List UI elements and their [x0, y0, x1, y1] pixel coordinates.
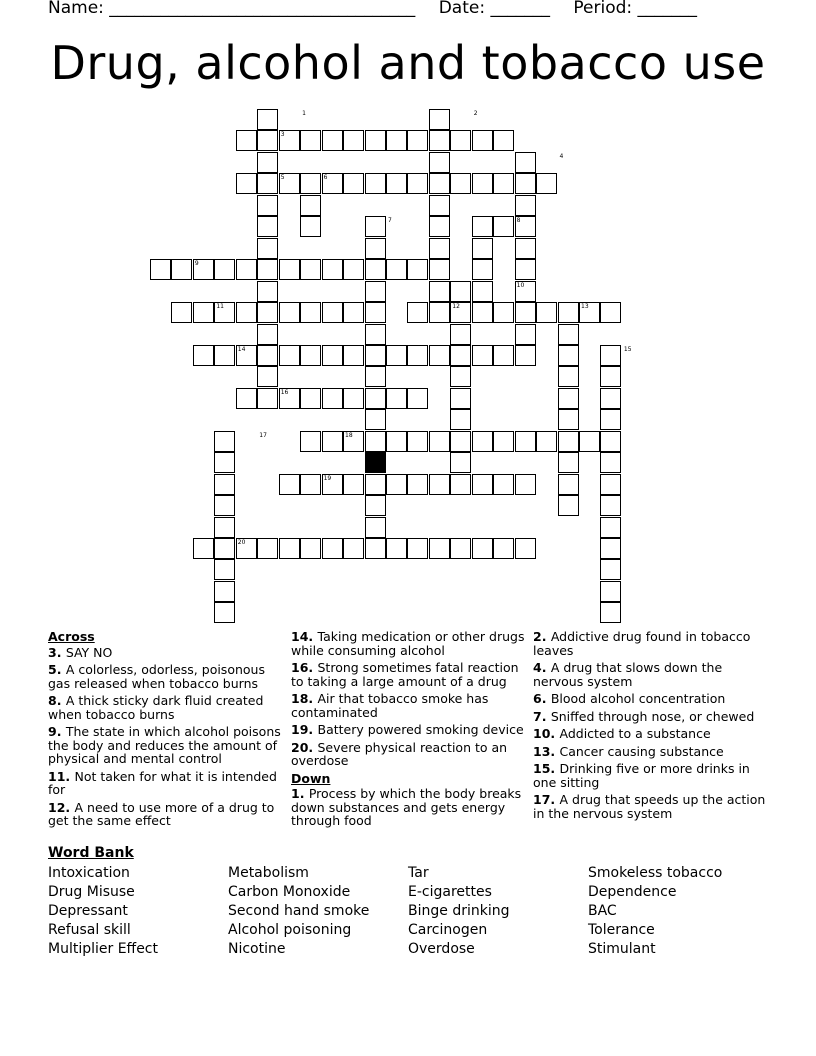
grid-cell[interactable] — [450, 452, 471, 473]
word-bank-item: Tar — [408, 865, 429, 881]
grid-cell[interactable] — [214, 452, 235, 473]
grid-cell[interactable] — [365, 538, 386, 559]
grid-cell[interactable] — [386, 173, 407, 194]
grid-cell[interactable] — [429, 130, 450, 151]
grid-cell[interactable] — [257, 324, 278, 345]
word-bank-item: Drug Misuse — [48, 884, 135, 900]
grid-cell[interactable] — [365, 324, 386, 345]
grid-cell[interactable] — [257, 538, 278, 559]
grid-cell[interactable] — [429, 259, 450, 280]
grid-cell[interactable] — [407, 302, 428, 323]
word-bank-item: Binge drinking — [408, 903, 510, 919]
grid-cell[interactable] — [429, 152, 450, 173]
grid-cell[interactable] — [365, 366, 386, 387]
word-bank-column — [228, 864, 369, 959]
grid-cell[interactable] — [407, 431, 428, 452]
grid-cell[interactable] — [558, 366, 579, 387]
grid-cell[interactable] — [579, 431, 600, 452]
grid-cell[interactable] — [386, 388, 407, 409]
grid-cell[interactable] — [515, 538, 536, 559]
grid-cell[interactable] — [600, 452, 621, 473]
word-bank-column — [48, 864, 158, 959]
clue-number: 12 — [452, 303, 460, 311]
grid-cell[interactable] — [150, 259, 171, 280]
grid-cell[interactable] — [515, 152, 536, 173]
grid-cell[interactable] — [558, 388, 579, 409]
grid-cell[interactable] — [515, 302, 536, 323]
grid-cell[interactable] — [386, 130, 407, 151]
grid-cell[interactable] — [600, 388, 621, 409]
across-clue: 11. Not taken for what it is intended for — [48, 768, 277, 797]
word-bank-title: Word Bank — [48, 845, 134, 861]
date-field[interactable]: Date: _______ — [438, 0, 550, 18]
grid-cell[interactable] — [257, 388, 278, 409]
grid-cell[interactable] — [536, 173, 557, 194]
word-bank-item: Multiplier Effect — [48, 941, 158, 957]
grid-cell[interactable] — [365, 517, 386, 538]
grid-cell[interactable] — [493, 302, 514, 323]
grid-cell[interactable] — [365, 474, 386, 495]
down-clue: 10. Addicted to a substance — [533, 726, 711, 741]
across-clue: 14. Taking medication or other drugs while consuming alcohol — [291, 629, 525, 658]
grid-cell[interactable] — [429, 281, 450, 302]
grid-cell[interactable] — [257, 366, 278, 387]
clues-col-3 — [533, 630, 769, 824]
across-clue: 18. Air that tobacco smoke has contaminated — [291, 691, 489, 720]
grid-cell[interactable] — [343, 302, 364, 323]
grid-cell[interactable] — [236, 388, 257, 409]
word-bank-column — [408, 864, 509, 959]
word-bank-item: Second hand smoke — [228, 903, 370, 919]
grid-cell[interactable] — [343, 538, 364, 559]
grid-cell[interactable] — [300, 302, 321, 323]
down-clue: 1. Process by which the body breaks down substances and gets energy through food — [291, 786, 522, 828]
grid-cell[interactable] — [407, 538, 428, 559]
clue-number: 9 — [194, 260, 199, 268]
grid-cell[interactable] — [193, 538, 214, 559]
grid-cell[interactable] — [322, 130, 343, 151]
grid-cell[interactable] — [322, 302, 343, 323]
grid-cell[interactable] — [600, 602, 621, 623]
grid-cell[interactable] — [472, 302, 493, 323]
grid-cell[interactable] — [450, 409, 471, 430]
grid-cell[interactable] — [493, 130, 514, 151]
grid-cell[interactable] — [429, 538, 450, 559]
grid-cell[interactable] — [214, 495, 235, 516]
word-bank-item: Alcohol poisoning — [228, 922, 352, 938]
across-clue: 16. Strong sometimes fatal reaction to taking a large amount of a drug — [291, 660, 519, 689]
grid-cell[interactable] — [365, 130, 386, 151]
grid-cell[interactable] — [365, 495, 386, 516]
header — [48, 0, 715, 18]
word-bank-item: Smokeless tobacco — [588, 865, 723, 881]
grid-cell[interactable] — [558, 302, 579, 323]
word-bank-item: BAC — [588, 903, 617, 919]
grid-cell[interactable] — [257, 281, 278, 302]
word-bank-item: Carcinogen — [408, 922, 488, 938]
grid-cell[interactable] — [300, 195, 321, 216]
grid-cell[interactable] — [257, 152, 278, 173]
clue-number: 6 — [323, 174, 328, 182]
grid-cell[interactable] — [600, 345, 621, 366]
grid-cell[interactable] — [386, 431, 407, 452]
down-clue: 13. Cancer causing substance — [533, 743, 724, 759]
grid-cell[interactable] — [558, 474, 579, 495]
name-field[interactable]: Name: ____________________________________ — [48, 0, 416, 18]
clue-number: 1 — [302, 110, 306, 117]
grid-cell[interactable] — [493, 431, 514, 452]
clues-col-2 — [291, 630, 527, 832]
grid-cell[interactable] — [257, 238, 278, 259]
grid-cell[interactable] — [365, 281, 386, 302]
grid-cell[interactable] — [600, 302, 621, 323]
grid-cell[interactable] — [450, 130, 471, 151]
grid-cell[interactable] — [515, 238, 536, 259]
grid-cell[interactable] — [472, 431, 493, 452]
grid-cell[interactable] — [407, 173, 428, 194]
grid-cell[interactable] — [515, 324, 536, 345]
grid-cell[interactable] — [279, 259, 300, 280]
grid-cell[interactable] — [472, 216, 493, 237]
grid-cell[interactable] — [515, 431, 536, 452]
grid-cell[interactable] — [300, 431, 321, 452]
grid-cell[interactable] — [279, 474, 300, 495]
down-clue: 7. Sniffed through nose, or chewed — [533, 708, 755, 724]
grid-cell[interactable] — [493, 216, 514, 237]
grid-cell[interactable] — [343, 388, 364, 409]
grid-cell[interactable] — [429, 216, 450, 237]
grid-cell[interactable] — [429, 195, 450, 216]
word-bank-item: Overdose — [408, 941, 475, 957]
grid-cell[interactable] — [322, 538, 343, 559]
grid-cell[interactable] — [386, 538, 407, 559]
grid-cell[interactable] — [365, 431, 386, 452]
grid-cell[interactable] — [536, 302, 557, 323]
grid-cell[interactable] — [450, 431, 471, 452]
grid-cell[interactable] — [493, 538, 514, 559]
grid-cell[interactable] — [214, 474, 235, 495]
grid-cell[interactable] — [279, 538, 300, 559]
grid-cell[interactable] — [300, 345, 321, 366]
word-bank-item: Intoxication — [48, 865, 130, 881]
clue-number: 7 — [387, 217, 392, 225]
grid-cell[interactable] — [365, 259, 386, 280]
grid-cell[interactable] — [558, 452, 579, 473]
grid-cell[interactable] — [450, 324, 471, 345]
grid-cell[interactable] — [365, 173, 386, 194]
word-bank-item: Nicotine — [228, 941, 286, 957]
across-clue: 3. SAY NO — [48, 644, 113, 660]
grid-cell[interactable] — [214, 581, 235, 602]
clue-number: 20 — [237, 539, 246, 546]
grid-cell[interactable] — [600, 559, 621, 580]
grid-cell[interactable] — [600, 474, 621, 495]
word-bank-item: Dependence — [588, 884, 677, 900]
grid-cell[interactable] — [472, 281, 493, 302]
grid-cell[interactable] — [600, 581, 621, 602]
grid-cell[interactable] — [300, 173, 321, 194]
grid-cell[interactable] — [472, 345, 493, 366]
grid-cell[interactable] — [322, 259, 343, 280]
grid-cell[interactable] — [600, 538, 621, 559]
grid-cell[interactable] — [558, 431, 579, 452]
grid-cell[interactable] — [407, 474, 428, 495]
grid-cell[interactable] — [343, 259, 364, 280]
grid-cell[interactable] — [600, 409, 621, 430]
down-clue: 15. Drinking five or more drinks in one sitting — [533, 761, 750, 790]
grid-cell[interactable] — [515, 173, 536, 194]
grid-cell[interactable] — [343, 130, 364, 151]
grid-cell[interactable] — [450, 366, 471, 387]
grid-cell[interactable] — [300, 130, 321, 151]
grid-cell[interactable] — [450, 538, 471, 559]
word-bank-item: Stimulant — [588, 941, 656, 957]
grid-cell[interactable] — [407, 130, 428, 151]
across-clue: 8. A thick sticky dark fluid created when tobacco burns — [48, 693, 264, 722]
clue-number: 13 — [581, 303, 589, 311]
grid-cell[interactable] — [429, 173, 450, 194]
grid-cell[interactable] — [214, 602, 235, 623]
word-bank-column — [588, 864, 722, 959]
across-clue: 12. A need to use more of a drug to get the same effect — [48, 799, 275, 828]
grid-cell[interactable] — [236, 259, 257, 280]
grid-cell[interactable] — [279, 302, 300, 323]
grid-cell[interactable] — [493, 173, 514, 194]
grid-cell[interactable] — [386, 259, 407, 280]
grid-cell[interactable] — [322, 345, 343, 366]
grid-cell[interactable] — [193, 302, 214, 323]
grid-cell[interactable] — [429, 474, 450, 495]
grid-cell[interactable] — [450, 173, 471, 194]
grid-cell[interactable] — [450, 388, 471, 409]
grid-cell[interactable] — [600, 431, 621, 452]
clue-number: 2 — [473, 110, 478, 117]
grid-cell[interactable] — [493, 345, 514, 366]
grid-cell[interactable] — [365, 216, 386, 237]
grid-cell[interactable] — [343, 345, 364, 366]
grid-cell[interactable] — [472, 259, 493, 280]
grid-cell[interactable] — [171, 302, 192, 323]
grid-cell[interactable] — [429, 109, 450, 130]
grid-cell[interactable] — [343, 474, 364, 495]
grid-cell[interactable] — [214, 517, 235, 538]
clue-number: 14 — [237, 345, 246, 353]
grid-cell[interactable] — [429, 345, 450, 366]
grid-cell[interactable] — [515, 259, 536, 280]
word-bank-item: Refusal skill — [48, 922, 131, 938]
grid-cell[interactable] — [300, 388, 321, 409]
grid-cell[interactable] — [236, 173, 257, 194]
across-clue: 9. The state in which alcohol poisons the body and reduces the amount of physical and mental control — [48, 724, 281, 766]
clue-number: 16 — [280, 388, 289, 396]
page-title: Drug, alcohol and tobacco use — [50, 36, 766, 90]
clues-col-1 — [48, 630, 284, 832]
clue-number: 10 — [516, 281, 525, 289]
grid-cell[interactable] — [386, 345, 407, 366]
grid-cell[interactable] — [214, 259, 235, 280]
clue-number: 4 — [559, 152, 564, 160]
grid-cell[interactable] — [600, 495, 621, 516]
grid-cell[interactable] — [257, 345, 278, 366]
down-clue: 4. A drug that slows down the nervous system — [533, 660, 723, 689]
grid-cell[interactable] — [300, 216, 321, 237]
grid-cell[interactable] — [365, 302, 386, 323]
across-clue: 19. Battery powered smoking device — [291, 722, 524, 737]
word-bank-item: Depressant — [48, 903, 128, 919]
black-cell — [365, 452, 386, 473]
clue-number: 15 — [623, 345, 632, 353]
grid-cell[interactable] — [386, 474, 407, 495]
grid-cell[interactable] — [429, 431, 450, 452]
grid-cell[interactable] — [257, 302, 278, 323]
grid-cell[interactable] — [171, 259, 192, 280]
grid-cell[interactable] — [472, 238, 493, 259]
down-clue: 2. Addictive drug found in tobacco leaves — [533, 629, 751, 658]
grid-cell[interactable] — [300, 259, 321, 280]
down-clue: 17. A drug that speeds up the action in the nervous system — [533, 792, 766, 821]
grid-cell[interactable] — [343, 173, 364, 194]
across-clue: 20. Severe physical reaction to an overdose — [291, 739, 508, 768]
grid-cell[interactable] — [322, 388, 343, 409]
grid-cell[interactable] — [600, 517, 621, 538]
grid-cell[interactable] — [429, 238, 450, 259]
word-bank-item: Tolerance — [588, 922, 655, 938]
word-bank-item: Metabolism — [228, 865, 309, 881]
grid-cell[interactable] — [429, 302, 450, 323]
grid-cell[interactable] — [450, 474, 471, 495]
across-heading: Across — [48, 629, 95, 644]
grid-cell[interactable] — [257, 216, 278, 237]
grid-cell[interactable] — [558, 345, 579, 366]
grid-cell[interactable] — [450, 345, 471, 366]
grid-cell[interactable] — [257, 173, 278, 194]
grid-cell[interactable] — [193, 345, 214, 366]
grid-cell[interactable] — [472, 538, 493, 559]
grid-cell[interactable] — [450, 281, 471, 302]
grid-cell[interactable] — [300, 474, 321, 495]
grid-cell[interactable] — [214, 559, 235, 580]
grid-cell[interactable] — [365, 345, 386, 366]
grid-cell[interactable] — [279, 345, 300, 366]
grid-cell[interactable] — [300, 538, 321, 559]
clue-number: 8 — [516, 217, 521, 225]
grid-cell[interactable] — [407, 345, 428, 366]
grid-cell[interactable] — [515, 195, 536, 216]
grid-cell[interactable] — [407, 259, 428, 280]
grid-cell[interactable] — [214, 345, 235, 366]
clue-number: 5 — [280, 174, 285, 182]
grid-cell[interactable] — [365, 238, 386, 259]
grid-cell[interactable] — [493, 474, 514, 495]
grid-cell[interactable] — [407, 388, 428, 409]
grid-cell[interactable] — [214, 538, 235, 559]
word-bank-item: Carbon Monoxide — [228, 884, 351, 900]
grid-cell[interactable] — [322, 431, 343, 452]
grid-cell[interactable] — [515, 474, 536, 495]
grid-cell[interactable] — [558, 324, 579, 345]
grid-cell[interactable] — [214, 431, 235, 452]
period-field[interactable]: Period: _______ — [573, 0, 698, 18]
clue-number: 18 — [345, 431, 353, 439]
down-clue: 6. Blood alcohol concentration — [533, 691, 726, 706]
grid-cell[interactable] — [558, 409, 579, 430]
grid-cell[interactable] — [236, 302, 257, 323]
across-clue: 5. A colorless, odorless, poisonous gas released when tobacco burns — [48, 662, 265, 691]
grid-cell[interactable] — [257, 130, 278, 151]
grid-cell[interactable] — [365, 388, 386, 409]
grid-cell[interactable] — [257, 259, 278, 280]
word-bank-item: E-cigarettes — [408, 884, 492, 900]
grid-cell[interactable] — [365, 409, 386, 430]
clue-number: 17 — [259, 431, 267, 439]
clue-number: 19 — [323, 474, 332, 482]
grid-cell[interactable] — [600, 366, 621, 387]
grid-cell[interactable] — [536, 431, 557, 452]
grid-cell[interactable] — [257, 195, 278, 216]
clue-number: 11 — [216, 303, 224, 311]
grid-cell[interactable] — [257, 109, 278, 130]
grid-cell[interactable] — [472, 130, 493, 151]
grid-cell[interactable] — [515, 345, 536, 366]
grid-cell[interactable] — [558, 495, 579, 516]
grid-cell[interactable] — [472, 474, 493, 495]
down-heading: Down — [291, 770, 331, 786]
grid-cell[interactable] — [236, 130, 257, 151]
clue-number: 3 — [280, 131, 285, 139]
grid-cell[interactable] — [472, 173, 493, 194]
